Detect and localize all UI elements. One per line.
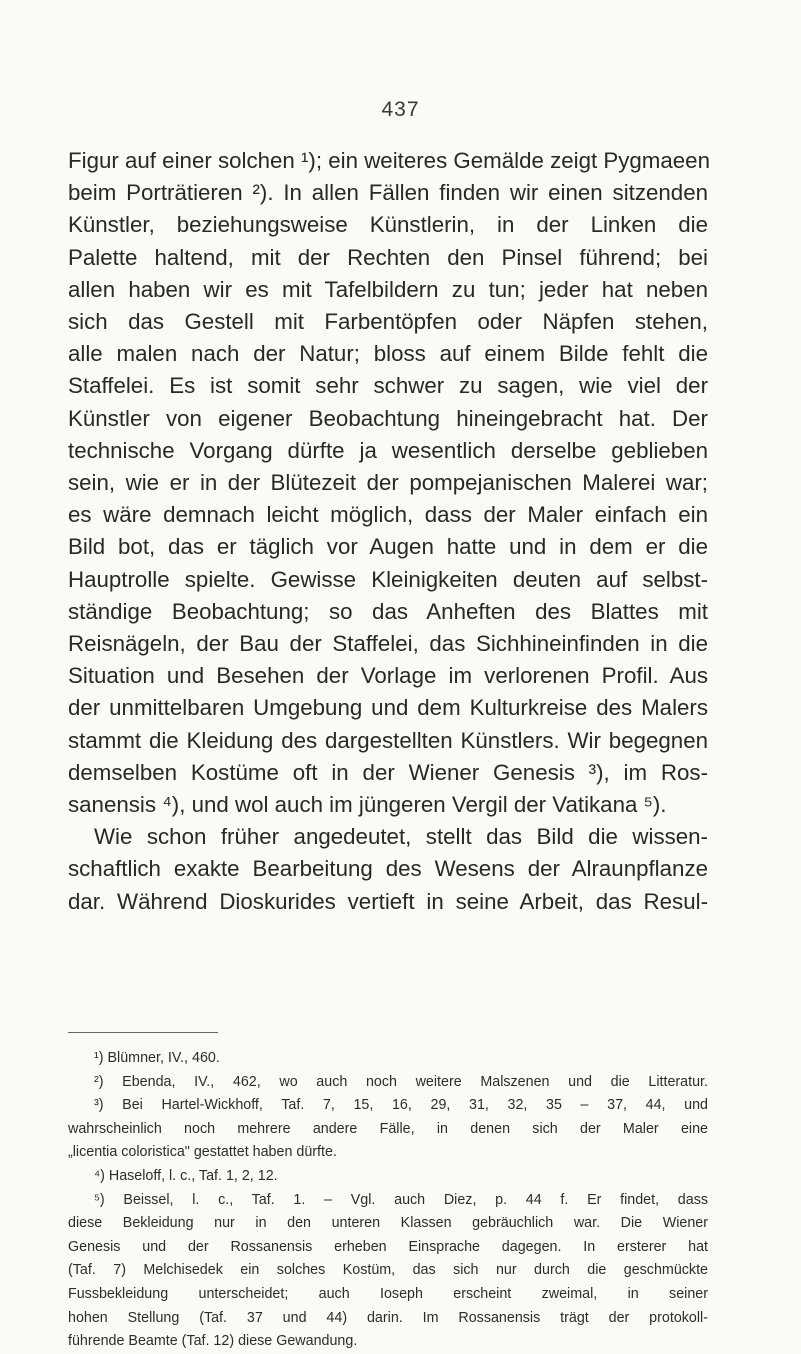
body-line: demselben Kostüme oft in der Wiener Genesis ³), im Ros-	[68, 759, 708, 785]
footnotes	[68, 1047, 708, 1354]
body-line: sanensis ⁴), und wol auch im jüngeren Vergil der Vatikana ⁵).	[68, 792, 667, 818]
body-text	[68, 145, 708, 918]
footnote-line: hohen Stellung (Taf. 37 und 44) darin. Im Rossanensis trägt der protokoll-	[68, 1309, 708, 1326]
body-line: Hauptrolle spielte. Gewisse Kleinigkeiten deuten auf selbst-	[68, 566, 708, 592]
body-line: alle malen nach der Natur; bloss auf einem Bilde fehlt die	[68, 341, 708, 367]
body-line: es wäre demnach leicht möglich, dass der Maler einfach ein	[68, 502, 708, 528]
body-line: technische Vorgang dürfte ja wesentlich derselbe geblieben	[68, 437, 708, 463]
body-line: Palette haltend, mit der Rechten den Pinsel führend; bei	[68, 244, 708, 270]
body-line: Situation und Besehen der Vorlage im verlorenen Profil. Aus	[68, 663, 708, 689]
footnote-line: ²) Ebenda, IV., 462, wo auch noch weitere Malszenen und die Litteratur.	[94, 1073, 708, 1090]
footnote-line: (Taf. 7) Melchisedek ein solches Kostüm, das sich nur durch die geschmückte	[68, 1262, 708, 1279]
footnote-line: ¹) Blümner, IV., 460.	[94, 1050, 220, 1066]
body-line: Reisnägeln, der Bau der Staffelei, das Sichhineinfinden in die	[68, 631, 708, 657]
footnote-line: „licentia coloristica" gestattet haben dürfte.	[68, 1144, 337, 1161]
footnote-line: diese Bekleidung nur in den unteren Klassen gebräuchlich war. Die Wiener	[68, 1215, 708, 1232]
body-line: Bild bot, das er täglich vor Augen hatte und in dem er die	[68, 534, 708, 560]
body-line: Künstler, beziehungsweise Künstlerin, in der Linken die	[68, 212, 708, 238]
body-line: Staffelei. Es ist somit sehr schwer zu sagen, wie viel der	[68, 373, 708, 399]
body-line: schaftlich exakte Bearbeitung des Wesens der Alraunpflanze	[68, 856, 708, 882]
body-line: Künstler von eigener Beobachtung hineingebracht hat. Der	[68, 405, 708, 431]
footnote-line: ⁴) Haseloff, l. c., Taf. 1, 2, 12.	[94, 1167, 278, 1184]
footnote-line: führende Beamte (Taf. 12) diese Gewandung.	[68, 1333, 358, 1350]
body-line: Wie schon früher angedeutet, stellt das Bild die wissen-	[94, 824, 708, 850]
body-line: beim Porträtieren ²). In allen Fällen finden wir einen sitzenden	[68, 180, 708, 206]
footnote-line: ³) Bei Hartel-Wickhoff, Taf. 7, 15, 16, 29, 31, 32, 35 – 37, 44, und	[94, 1097, 708, 1114]
page-number: 437	[381, 98, 420, 121]
body-line: dar. Während Dioskurides vertieft in seine Arbeit, das Resul-	[68, 888, 708, 914]
footnote-divider	[68, 1032, 218, 1033]
footnote-line: wahrscheinlich noch mehrere andere Fälle, in denen sich der Maler eine	[68, 1120, 708, 1137]
footnote-line: Fussbekleidung unterscheidet; auch Ioseph erscheint zweimal, in seiner	[68, 1285, 708, 1302]
body-line: sich das Gestell mit Farbentöpfen oder Näpfen stehen,	[68, 309, 708, 335]
body-line: ständige Beobachtung; so das Anheften des Blattes mit	[68, 598, 708, 624]
body-line: Figur auf einer solchen ¹); ein weiteres Gemälde zeigt Pygmaeen	[68, 148, 710, 173]
footnote-line: Genesis und der Rossanensis erheben Einsprache dagegen. In ersterer hat	[68, 1238, 708, 1255]
footnote-line: ⁵) Beissel, l. c., Taf. 1. – Vgl. auch Diez, p. 44 f. Er findet, dass	[94, 1191, 708, 1208]
body-line: sein, wie er in der Blütezeit der pompejanischen Malerei war;	[68, 470, 708, 496]
body-line: allen haben wir es mit Tafelbildern zu tun; jeder hat neben	[68, 276, 708, 302]
body-line: der unmittelbaren Umgebung und dem Kulturkreise des Malers	[68, 695, 708, 721]
body-line: stammt die Kleidung des dargestellten Künstlers. Wir begegnen	[68, 727, 708, 753]
